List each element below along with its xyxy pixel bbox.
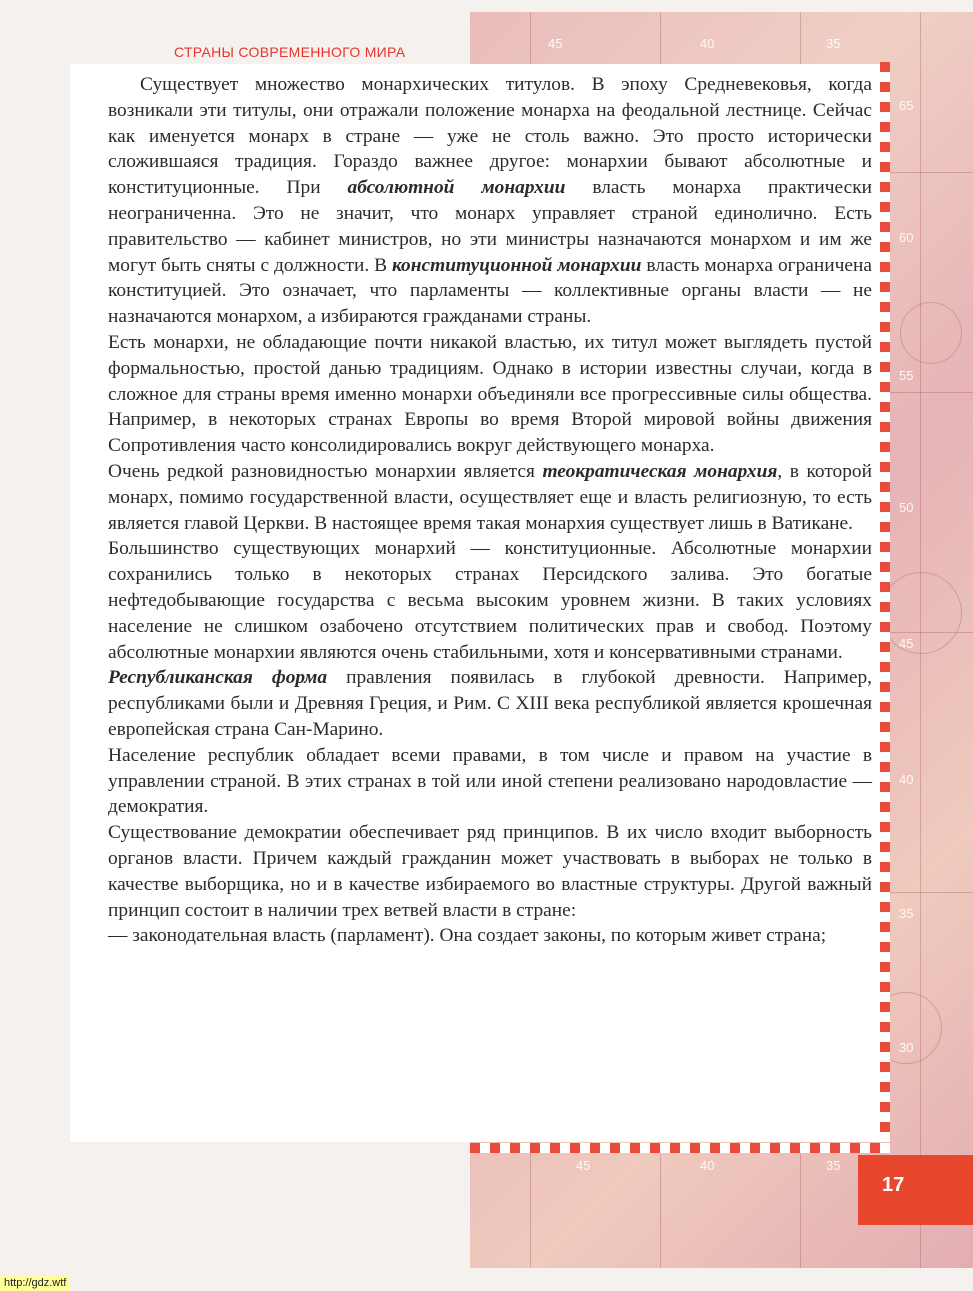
- emphasized-term: конституционной монархии: [391, 254, 642, 276]
- dashed-border-right: [880, 62, 890, 1142]
- page-number-box: [858, 1155, 973, 1225]
- latitude-label: 35: [826, 1158, 841, 1173]
- text-run: Население республик обладает всеми правами, в том числе и правом на участие в управлении страной. В этих странах в той или иной степени реализовано народовластие — демократия.: [108, 744, 872, 818]
- paragraph: [108, 72, 872, 330]
- latitude-label: 45: [548, 36, 563, 51]
- text-run: Существует множество монархических титулов. В эпоху Средневековья, когда возникали эти титулы, они отражали положение монарха на феодальной лестнице. Сейчас как именуется монарх в стране — уже не столь важно. Это просто исторически сложившаяся традиция. Гораздо важнее другое: монархии бывают абсолютные и конституционные. При: [108, 74, 872, 199]
- dashed-border-bottom: [470, 1143, 890, 1153]
- latitude-label: 45: [899, 636, 914, 651]
- latitude-label: 40: [899, 772, 914, 787]
- text-run: Большинство существующих монархий — конституционные. Абсолютные монархии сохранились только в некоторых странах Персидского залива. Это богатые нефтедобывающие государства с весьма высоким уровнем жизни. В таких условиях население не слишком озабочено отсутствием политических прав и свобод. Поэтому абсолютные монархии являются очень стабильными, хотя и консервативными странами.: [108, 538, 872, 663]
- source-url-label: http://gdz.wtf: [0, 1275, 70, 1291]
- text-run: Очень редкой разновидностью монархии является: [108, 460, 543, 482]
- latitude-label: 55: [899, 368, 914, 383]
- section-header: СТРАНЫ СОВРЕМЕННОГО МИРА: [174, 44, 406, 60]
- latitude-label: 60: [899, 230, 914, 245]
- latitude-label: 35: [899, 906, 914, 921]
- text-run: власть монарха ограничена конституцией. Это означает, что парламенты — коллективные органы власти — не назначаются монархом, а избираются гражданами страны.: [108, 254, 872, 328]
- latitude-label: 45: [576, 1158, 591, 1173]
- paragraph: [108, 330, 872, 459]
- paragraph: [108, 743, 872, 820]
- paragraph: [108, 923, 872, 949]
- paragraph: [108, 459, 872, 536]
- emphasized-term: абсолютной монархии: [347, 177, 566, 199]
- text-run: Существование демократии обеспечивает ряд принципов. В их число входит выборность органов власти. Причем каждый гражданин может участвовать в выборах не только в качестве выборщика, но и в качестве избираемого во властные структуры. Другой важный принцип состоит в наличии трех ветвей власти в стране:: [108, 822, 872, 921]
- text-run: , в которой монарх, помимо государственной власти, осуществляет еще и власть религиозную, то есть является главой Церкви. В настоящее время такая монархия существует лишь в Ватикане.: [108, 460, 873, 534]
- latitude-label: 30: [899, 1040, 914, 1055]
- text-run: власть монарха практически неограниченна. Это не значит, что монарх управляет страной единолично. Есть правительство — кабинет министров, но эти министры назначаются монархом и им же могут быть сняты с должности. В: [108, 177, 872, 276]
- text-run: правления появилась в глубокой древности. Например, республиками были и Древняя Греция, и Рим. С XIII века республикой является крошечная европейская страна Сан-Марино.: [108, 667, 872, 740]
- text-run: Есть монархи, не обладающие почти никакой властью, их титул может выглядеть пустой формальностью, простой данью традициям. Однако в истории известны случаи, когда в сложное для страны время именно монархи объединяли все прогрессивные силы общества. Например, в некоторых странах Европы во время Второй мировой войны движения Сопротивления часто консолидировались вокруг действующего монарха.: [108, 331, 872, 457]
- latitude-label: 65: [899, 98, 914, 113]
- page-number: 17: [882, 1174, 905, 1196]
- paragraph: [108, 536, 872, 665]
- paragraph: [108, 665, 872, 742]
- emphasized-term: Республиканская форма: [108, 667, 328, 689]
- paragraph: [108, 820, 872, 923]
- latitude-label: 40: [700, 1158, 715, 1173]
- latitude-label: 50: [899, 500, 914, 515]
- text-run: — законодательная власть (парламент). Она создает законы, по которым живет страна;: [108, 925, 827, 947]
- text-panel: [70, 64, 880, 1142]
- latitude-label: 40: [700, 36, 715, 51]
- emphasized-term: теократическая монархия: [542, 460, 778, 482]
- body-text: [108, 72, 872, 949]
- latitude-label: 35: [826, 36, 841, 51]
